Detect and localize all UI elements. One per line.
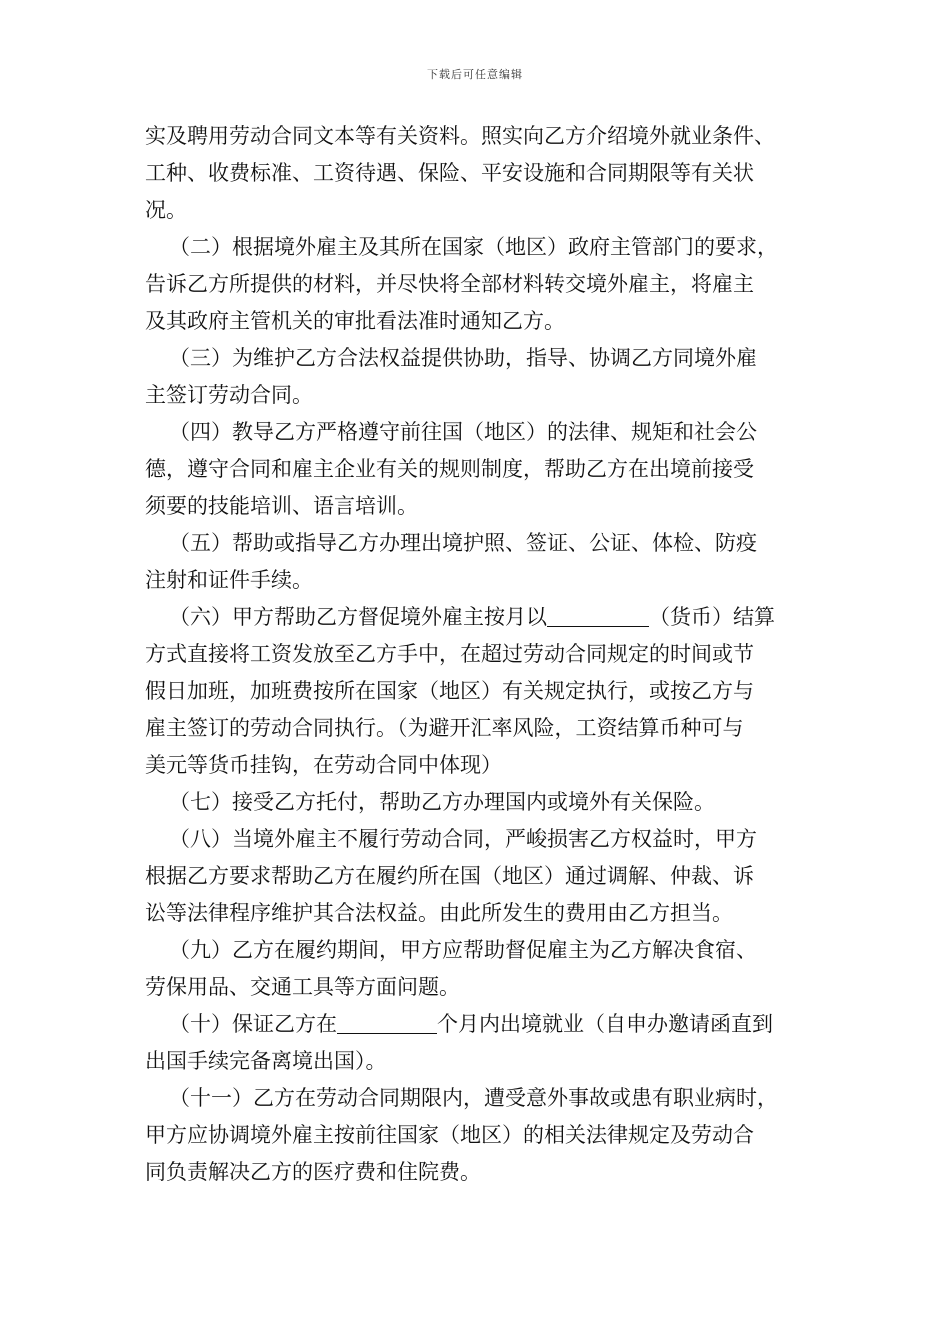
text-line: （七）接受乙方托付，帮助乙方办理国内或境外有关保险。 [169,790,715,814]
text-line: 根据乙方要求帮助乙方在履约所在国（地区）通过调解、仲裁、诉 [145,864,754,888]
text-segment: （货币）结算 [649,605,775,629]
text-line: 劳保用品、交通工具等方面问题。 [145,975,460,999]
text-line: 工种、收费标准、工资待遇、保险、平安设施和合同期限等有关状 [145,161,754,185]
text-line: 出国手续完备离境出国）。 [145,1049,387,1073]
text-line: 同负责解决乙方的医疗费和住院费。 [145,1160,481,1184]
text-line: 讼等法律程序维护其合法权益。由此所发生的费用由乙方担当。 [145,901,733,925]
text-line: 美元等货币挂钩，在劳动合同中体现） [145,753,502,777]
text-line: 假日加班，加班费按所在国家（地区）有关规定执行，或按乙方与 [145,679,754,703]
text-line: 须要的技能培训、语言培训。 [145,494,418,518]
text-line-with-blank [145,1006,815,1043]
text-line: （八）当境外雇主不履行劳动合同，严峻损害乙方权益时，甲方 [169,827,757,851]
text-line: （四）教导乙方严格遵守前往国（地区）的法律、规矩和社会公 [169,420,757,444]
text-line-with-blank [145,599,815,636]
text-line: （三）为维护乙方合法权益提供协助，指导、协调乙方同境外雇 [169,346,757,370]
text-line: 及其政府主管机关的审批看法准时通知乙方。 [145,309,565,333]
text-line: 主签订劳动合同。 [145,383,313,407]
text-segment: 个月内出境就业（自申办邀请函直到 [437,1012,773,1036]
text-line: 甲方应协调境外雇主按前往国家（地区）的相关法律规定及劳动合 [145,1123,754,1147]
text-line: 实及聘用劳动合同文本等有关资料。照实向乙方介绍境外就业条件、 [145,124,775,148]
text-line: 雇主签订的劳动合同执行。（为避开汇率风险，工资结算币种可与 [145,716,744,740]
document-body [145,118,815,1191]
text-line: （二）根据境外雇主及其所在国家（地区）政府主管部门的要求， [169,235,778,259]
text-line: （五）帮助或指导乙方办理出境护照、签证、公证、体检、防疫 [169,531,757,555]
header-note: 下载后可任意编辑 [427,68,523,81]
text-line: （十一）乙方在劳动合同期限内，遭受意外事故或患有职业病时， [169,1086,778,1110]
text-line: 告诉乙方所提供的材料，并尽快将全部材料转交境外雇主，将雇主 [145,272,754,296]
text-line: 况。 [145,198,187,222]
text-line: （九）乙方在履约期间，甲方应帮助督促雇主为乙方解决食宿、 [169,938,757,962]
text-line: 注射和证件手续。 [145,568,313,592]
text-segment: （六）甲方帮助乙方督促境外雇主按月以 [169,605,547,629]
text-line: 德，遵守合同和雇主企业有关的规则制度，帮助乙方在出境前接受 [145,457,754,481]
months-blank [337,1011,437,1034]
text-segment: （十）保证乙方在 [169,1012,337,1036]
currency-blank [547,604,649,627]
text-line: 方式直接将工资发放至乙方手中，在超过劳动合同规定的时间或节 [145,642,754,666]
